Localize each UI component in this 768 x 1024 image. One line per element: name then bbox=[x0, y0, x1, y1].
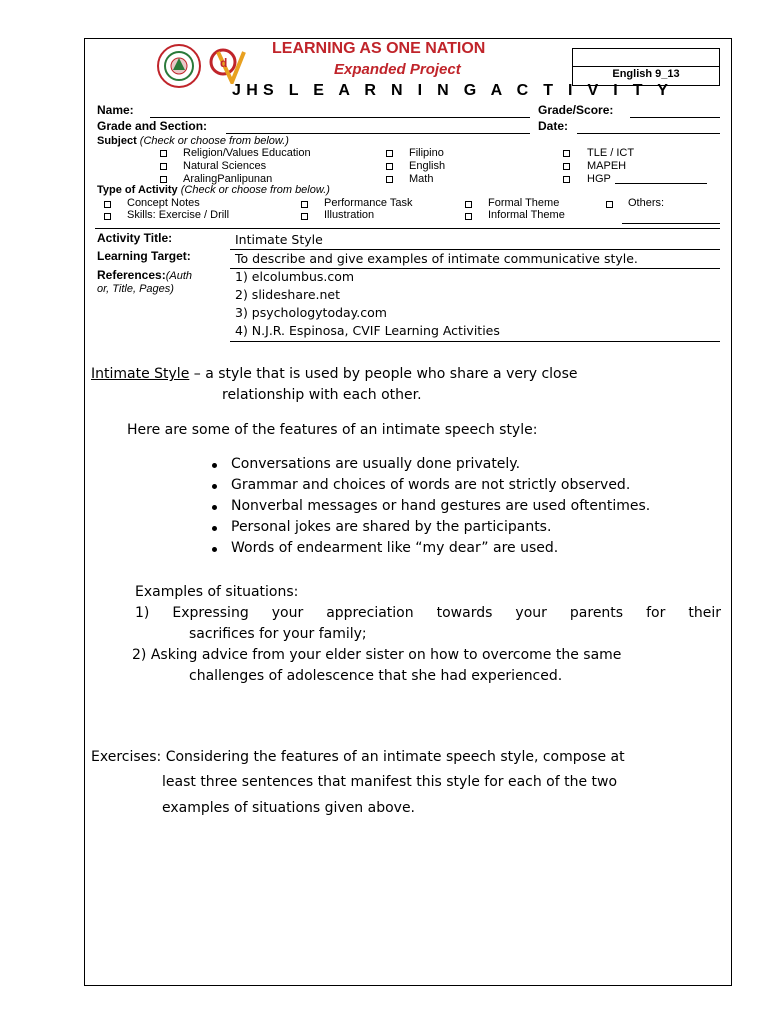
learning-target-label: Learning Target: bbox=[97, 249, 191, 263]
type-formal: Formal Theme bbox=[488, 197, 560, 209]
project-title: LEARNING AS ONE NATION bbox=[272, 40, 486, 57]
bullet-icon bbox=[212, 463, 217, 468]
definition-line-2: relationship with each other. bbox=[222, 387, 422, 403]
checkbox-religion[interactable] bbox=[160, 150, 167, 157]
grade-score-label: Grade/Score: bbox=[538, 103, 614, 117]
example-1-line-2: sacrifices for your family; bbox=[189, 626, 367, 642]
subject-natural: Natural Sciences bbox=[183, 160, 267, 172]
type-heading: Type of Activity (Check or choose from below.) bbox=[97, 184, 330, 196]
type-others: Others: bbox=[628, 197, 665, 209]
exercise-line-1: Exercises: Considering the features of an intimate speech style, compose at bbox=[91, 749, 625, 765]
subject-math: Math bbox=[409, 173, 434, 185]
example-1-line-1: 1) Expressing your appreciation towards your parents for their bbox=[135, 605, 721, 621]
activity-title-label: Activity Title: bbox=[97, 231, 173, 245]
date-field[interactable] bbox=[577, 133, 720, 134]
grade-section-label: Grade and Section: bbox=[97, 119, 208, 133]
reference-3: 3) psychologytoday.com bbox=[235, 305, 387, 320]
hgp-field[interactable] bbox=[615, 183, 707, 184]
checkbox-mapeh[interactable] bbox=[563, 163, 570, 170]
exercise-line-3: examples of situations given above. bbox=[162, 800, 416, 816]
feature-3: Nonverbal messages or hand gestures are used oftentimes. bbox=[231, 498, 651, 514]
reference-2: 2) slideshare.net bbox=[235, 287, 341, 302]
checkbox-informal[interactable] bbox=[465, 213, 472, 220]
date-label: Date: bbox=[538, 119, 569, 133]
subject-araling: AralingPanlipunan bbox=[183, 173, 273, 185]
references-hint: or, Title, Pages) bbox=[97, 283, 174, 295]
activity-title-value: Intimate Style bbox=[235, 232, 323, 247]
exercise-line-2: least three sentences that manifest this style for each of the two bbox=[162, 774, 618, 790]
type-illustration: Illustration bbox=[324, 209, 375, 221]
type-skills: Skills: Exercise / Drill bbox=[127, 209, 230, 221]
school-seal-logo bbox=[157, 44, 201, 88]
feature-1: Conversations are usually done privately. bbox=[231, 456, 521, 472]
type-informal: Informal Theme bbox=[488, 209, 565, 221]
subject-english: English bbox=[409, 160, 446, 172]
others-field[interactable] bbox=[622, 223, 720, 224]
checkbox-english[interactable] bbox=[386, 163, 393, 170]
feature-2: Grammar and choices of words are not strictly observed. bbox=[231, 477, 631, 493]
references-label-group: References:(Auth bbox=[97, 268, 192, 282]
examples-intro: Examples of situations: bbox=[135, 584, 299, 600]
checkbox-performance[interactable] bbox=[301, 201, 308, 208]
bullet-icon bbox=[212, 505, 217, 510]
name-field[interactable] bbox=[150, 117, 530, 118]
example-2-line-1: 2) Asking advice from your elder sister on how to overcome the same bbox=[132, 647, 622, 663]
example-2-line-2: challenges of adolescence that she had experienced. bbox=[189, 668, 563, 684]
subject-filipino: Filipino bbox=[409, 147, 444, 159]
subject-mapeh: MAPEH bbox=[587, 160, 627, 172]
name-label: Name: bbox=[97, 103, 134, 117]
references-underline bbox=[230, 341, 720, 342]
checkbox-natural[interactable] bbox=[160, 163, 167, 170]
activity-title-underline bbox=[230, 249, 720, 250]
grade-score-field[interactable] bbox=[630, 117, 720, 118]
type-performance: Performance Task bbox=[324, 197, 413, 209]
reference-1: 1) elcolumbus.com bbox=[235, 269, 355, 284]
checkbox-math[interactable] bbox=[386, 176, 393, 183]
checkbox-araling[interactable] bbox=[160, 176, 167, 183]
deped-logo bbox=[206, 44, 246, 84]
checkbox-formal[interactable] bbox=[465, 201, 472, 208]
grade-section-field[interactable] bbox=[226, 133, 530, 134]
features-intro: Here are some of the features of an intimate speech style: bbox=[127, 422, 538, 438]
subject-religion: Religion/Values Education bbox=[183, 147, 311, 159]
learning-target-value: To describe and give examples of intimate communicative style. bbox=[235, 251, 638, 266]
subject-hgp: HGP bbox=[587, 173, 611, 185]
bullet-icon bbox=[212, 547, 217, 552]
checkbox-concept[interactable] bbox=[104, 201, 111, 208]
feature-5: Words of endearment like “my dear” are used. bbox=[231, 540, 559, 556]
checkbox-filipino[interactable] bbox=[386, 150, 393, 157]
section-divider bbox=[95, 228, 720, 229]
bullet-icon bbox=[212, 484, 217, 489]
subject-heading: Subject (Check or choose from below.) bbox=[97, 135, 289, 147]
checkbox-others[interactable] bbox=[606, 201, 613, 208]
activity-code: English 9_13 bbox=[612, 68, 680, 80]
checkbox-illustration[interactable] bbox=[301, 213, 308, 220]
type-concept: Concept Notes bbox=[127, 197, 200, 209]
feature-4: Personal jokes are shared by the participants. bbox=[231, 519, 552, 535]
code-box bbox=[572, 48, 720, 86]
svg-text:d: d bbox=[220, 56, 228, 70]
definition-line-1: Intimate Style – a style that is used by people who share a very close bbox=[91, 366, 578, 382]
activity-heading: JHS L E A R N I N G A C T I V I T Y bbox=[232, 82, 674, 99]
checkbox-tle[interactable] bbox=[563, 150, 570, 157]
subject-tle: TLE / ICT bbox=[587, 147, 635, 159]
project-subtitle: Expanded Project bbox=[334, 61, 461, 78]
reference-4: 4) N.J.R. Espinosa, CVIF Learning Activities bbox=[235, 323, 500, 338]
bullet-icon bbox=[212, 526, 217, 531]
checkbox-skills[interactable] bbox=[104, 213, 111, 220]
checkbox-hgp[interactable] bbox=[563, 176, 570, 183]
